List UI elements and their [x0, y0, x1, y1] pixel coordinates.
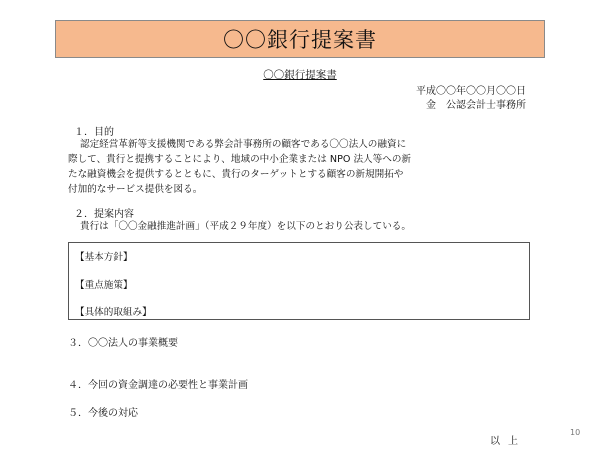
page-number: 10 — [570, 428, 581, 437]
policy-item-priority: 【重点施策】 — [75, 280, 133, 291]
policy-item-basic: 【基本方針】 — [75, 252, 133, 263]
document-sender: 金 公認会計士事務所 — [426, 100, 526, 111]
document-date: 平成〇〇年〇〇月〇〇日 — [416, 86, 526, 97]
body-line: 貴行は「〇〇金融推進計画」（平成２９年度）を以下のとおり公表している。 — [80, 221, 411, 232]
body-line: 認定経営革新等支援機関である弊会計事務所の顧客である〇〇法人の融資に — [80, 139, 407, 150]
slide-title-banner — [55, 20, 545, 58]
section-body-proposal — [68, 219, 538, 234]
section-body-purpose — [68, 137, 538, 197]
section-heading-next-steps: ５．今後の対応 — [68, 408, 138, 419]
section-heading-business-overview: ３．〇〇法人の事業概要 — [68, 338, 178, 349]
section-heading-proposal: ２．提案内容 — [74, 209, 134, 220]
policy-box — [68, 242, 530, 320]
policy-item-concrete: 【具体的取組み】 — [75, 307, 152, 318]
section-heading-funding-plan: ４．今回の資金調達の必要性と事業計画 — [68, 380, 248, 391]
slide-title: 〇〇銀行提案書 — [223, 28, 377, 52]
document-title: 〇〇銀行提案書 — [263, 69, 337, 81]
body-line: 付加的なサービス提供を図る。 — [68, 184, 203, 195]
section-heading-purpose: １．目的 — [74, 127, 114, 138]
body-line: たな融資機会を提供するとともに、貴行のターゲットとする顧客の新規開拓や — [68, 169, 404, 180]
closing-remark: 以上 — [490, 436, 526, 447]
body-line: 際して、貴行と提携することにより、地域の中小企業または NPO 法人等への新 — [68, 154, 412, 165]
